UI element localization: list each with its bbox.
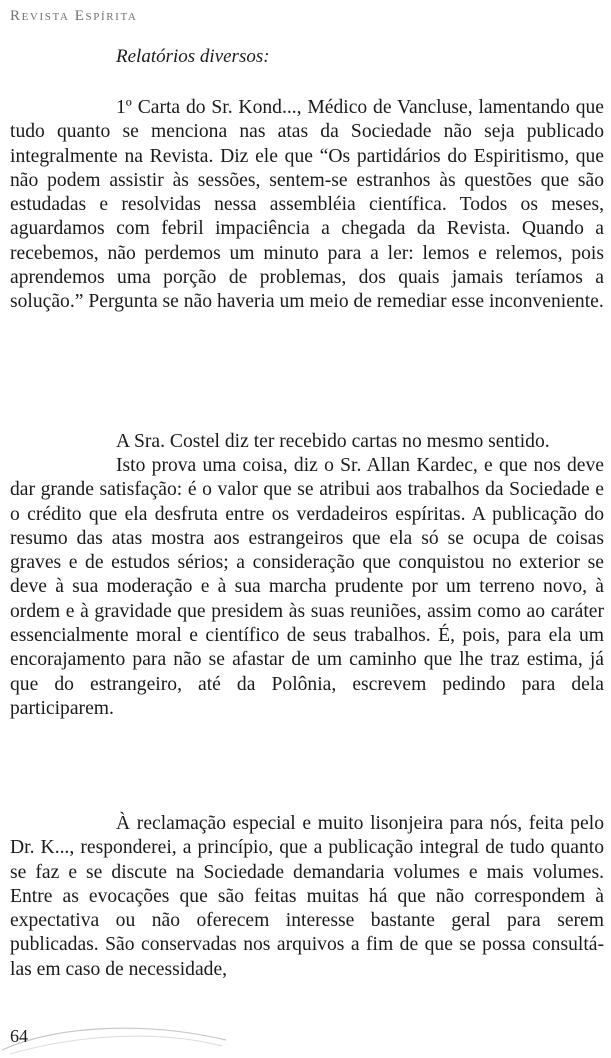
paragraph-2: A Sra. Costel diz ter recebido cartas no mesmo sentido.	[116, 431, 550, 452]
page-ornament-icon	[0, 1020, 230, 1058]
section-title: Relatórios diversos:	[116, 46, 270, 67]
paragraph-1: 1º Carta do Sr. Kond..., Médico de Vancluse, lamentando que tudo quanto se menciona nas atas da Sociedade não seja publicado integralmente na Revista. Diz ele que “Os partidários do Espiritismo, que não podem assistir às sessões, sentem-se estranhos às questões que são estudadas e resolvidas nessa assembléia científica. Todos os meses, aguardamos com febril impaciência a chegada da Revista. Quando a recebemos, não perdemos um minuto para a ler: lemos e relemos, pois aprendemos uma porção de problemas, dos quais jamais teríamos a solução.” Pergunta se não haveria um meio de remediar esse inconveniente.	[10, 97, 604, 313]
paragraph-3: Isto prova uma coisa, diz o Sr. Allan Kardec, e que nos deve dar grande satisfação: é o valor que se atribui aos trabalhos da Sociedade e o crédito que ela desfruta entre os verdadeiros espíritas. A publicação do resumo das atas mostra aos estrangeiros que ela só se ocupa de coisas graves e de estudos sérios; a consideração que conquistou no exterior se deve à sua moderação e à sua marcha prudente por um terreno novo, à ordem e à gravidade que presidem às suas reuniões, assim como ao caráter essencialmente moral e científico de seus trabalhos. É, pois, para ela um encorajamento para não se afastar de um caminho que lhe traz estima, já que do estrangeiro, até da Polônia, escrevem pedindo para dela participarem.	[10, 455, 604, 719]
paragraph-4: À reclamação especial e muito lisonjeira para nós, feita pelo Dr. K..., responderei, a princípio, que a publicação integral de tudo quanto se faz e se discute na Sociedade demandaria volumes e mais volumes. Entre as evocações que são feitas muitas há que não correspondem à expectativa ou não oferecem interesse bastante geral para serem publicadas. São conservadas nos arquivos a fim de que se possa consultá-las em caso de necessidade,	[10, 813, 604, 980]
running-head: Revista Espírita	[10, 8, 138, 24]
page-number: 64	[10, 1026, 28, 1046]
